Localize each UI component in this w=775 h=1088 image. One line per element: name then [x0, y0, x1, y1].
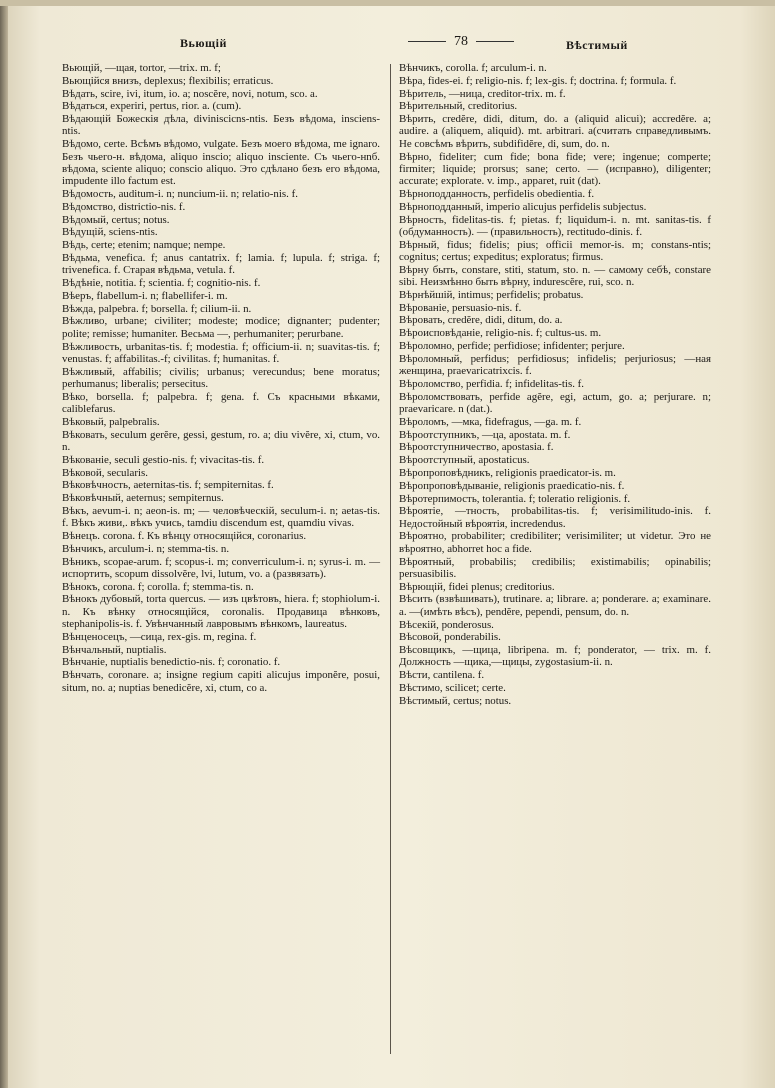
dictionary-entry: Вѣко, borsella. f; palpebra. f; gena. f. Съ красными вѣками, caliblefarus.	[62, 390, 380, 416]
dictionary-entry: Вѣжливость, urbanitas-tis. f; modestia. f; officium-ii. n; suavitas-tis. f; venustas. f; affabilitas.-f; civilitas. f; humanitas. f.	[62, 340, 380, 365]
dictionary-entry: Вѣдѣніе, notitia. f; scientia. f; cognitio-nis. f.	[62, 277, 261, 290]
dictionary-entry: Вѣковѣчность, aeternitas-tis. f; sempiternitas. f.	[62, 479, 274, 492]
dictionary-entry: Вѣрный, fidus; fidelis; pius; officii memor-is. m; constans-ntis; cognitus; certus; expeditus; exploratus; firmus.	[399, 238, 711, 263]
dictionary-entry: Вѣрно, fideliter; cum fide; bona fide; vere; ingenue; comperte; firmiter; liquide; prorsus; sane; certo. — (исправно), diligenter; accurate; explorate. v. imp., apparet, ruit (dat).	[399, 150, 711, 188]
dictionary-entry: Вѣковать, seculum gerĕre, gessi, gestum, ro. a; diu vivĕre, xi, ctum, vo. n.	[62, 428, 380, 453]
left-column	[62, 62, 380, 694]
dictionary-entry: Вѣкъ, aevum-i. n; aeon-is. m; — человѣческій, seculum-i. n; aetas-tis. f. Вѣкъ живи,. вѣкъ учись, tamdiu discendum est, quamdiu vivas.	[62, 504, 380, 530]
dictionary-entry: Вѣкованіе, seculi gestio-nis. f; vivacitas-tis. f.	[62, 453, 265, 466]
dictionary-entry: Вѣроятно, probabiliter; credibiliter; verisimiliter; ut videtur. Это не вѣроятно, abhorret hoc a fide.	[399, 530, 711, 555]
dictionary-entry: Вѣковѣчный, aeternus; sempiternus.	[62, 492, 224, 505]
dictionary-entry: Вѣдомость, auditum-i. n; nuncium-ii. n; relatio-nis. f.	[62, 187, 298, 200]
dictionary-entry: Вѣжливый, affabilis; civilis; urbanus; verecundus; bene moratus; perhumanus; liberalis; persecitus.	[62, 365, 380, 390]
dictionary-entry: Вѣдомый, certus; notus.	[62, 213, 170, 226]
dictionary-entry: Вѣроотступный, apostaticus.	[399, 454, 530, 467]
dictionary-entry: Вѣжливо, urbane; civiliter; modeste; modice; dignanter; pudenter; polite; remisse; humaniter. Весьма —, perhumaniter; perurbane.	[62, 315, 380, 340]
dictionary-entry: Вѣрность, fidelitas-tis. f; pietas. f; liquidum-i. n. mt. sanitas-tis. f (обдуманность). — (правильность), rectitudo-dinis. f.	[399, 213, 711, 238]
dictionary-entry: Вѣжда, palpebra. f; borsella. f; cilium-ii. n.	[62, 302, 252, 315]
dictionary-entry: Вѣроломъ, —мка, fidefragus, —ga. m. f.	[399, 415, 582, 428]
page-number: 78	[400, 34, 522, 50]
dictionary-entry: Вѣроисповѣданіе, religio-nis. f; cultus-us. m.	[399, 327, 602, 340]
dictionary-entry: Вѣрованіе, persuasio-nis. f.	[399, 301, 522, 314]
dictionary-entry: Вѣсовой, ponderabilis.	[399, 631, 501, 644]
dictionary-entry: Вѣрну быть, constare, stiti, statum, sto. n. — самому себѣ, constare sibi. Неизмѣнно быть вѣрну, indurescĕre, rui, sco. n.	[399, 263, 711, 289]
dictionary-entry: Вѣнокъ дубовый, torta quercus. — изъ цвѣтовъ, hiera. f; stophiolum-i. n. Къ вѣнку относящійся, coronalis. Продавица вѣнковъ, stephanipolis-is. f. Увѣнчанный лавровымъ вѣнкомъ, laureatus.	[62, 593, 380, 631]
dictionary-entry: Вѣроотступникъ, —ца, apostata. m. f.	[399, 428, 571, 441]
left-guide-word: Вьющій	[180, 36, 227, 50]
dictionary-entry: Вѣрноподданность, perfidelis obedientia. f.	[399, 187, 595, 200]
dictionary-entry: Вѣроятный, probabilis; credibilis; existimabilis; opinabilis; persuasibilis.	[399, 555, 711, 580]
dictionary-entry: Вьющій, —щая, tortor, —trix. m. f;	[62, 62, 221, 74]
dictionary-entry: Вѣра, fides-ei. f; religio-nis. f; lex-gis. f; doctrina. f; formula. f.	[399, 74, 677, 87]
dictionary-entry: Вѣнчальный, nuptialis.	[62, 643, 167, 656]
dictionary-entry: Вѣсекій, ponderosus.	[399, 618, 494, 631]
dictionary-entry: Вѣковой, secularis.	[62, 466, 148, 479]
dictionary-entry: Вѣнчикъ, corolla. f; arculum-i. n.	[399, 62, 547, 74]
dictionary-entry: Вѣроотступничество, apostasia. f.	[399, 441, 554, 454]
dictionary-entry: Вѣроломство, perfidia. f; infidelitas-tis. f.	[399, 377, 584, 390]
dictionary-entry: Вѣникъ, scopae-arum. f; scopus-i. m; converriculum-i. n; syrus-i. m. —испортить, scopum dissolvĕre, lvi, lutum, vo. a (развязать).	[62, 555, 380, 580]
dictionary-entry: Вѣстимо, scilicet; certe.	[399, 682, 506, 695]
column-divider	[390, 64, 391, 1054]
dictionary-entry: Вѣроятіе, —тность, probabilitas-tis. f; verisimilitudo-inis. f. Недостойный вѣроятія, incredendus.	[399, 505, 711, 530]
dictionary-entry: Вѣнценосецъ, —сица, rex-gis. m, regina. f.	[62, 630, 257, 643]
dictionary-entry: Вѣроломно, perfide; perfidiose; infidenter; perjure.	[399, 340, 625, 353]
dictionary-entry: Вѣнчикъ, arculum-i. n; stemma-tis. n.	[62, 542, 230, 555]
dictionary-entry: Вѣровать, credĕre, didi, ditum, do. a.	[399, 314, 563, 327]
dictionary-entry: Вѣрительный, creditorius.	[399, 100, 518, 113]
dictionary-entry: Вѣдьма, venefica. f; anus cantatrix. f; lamia. f; lupula. f; striga. f; trivenefica. f. Старая вѣдьма, vetula. f.	[62, 251, 380, 277]
dictionary-entry: Вѣнчать, coronare. a; insigne regium capiti alicujus imponĕre, posui, situm, no. a; nuptias benedicĕre, xi, ctum, co a.	[62, 669, 380, 694]
dictionary-entry: Вѣропроповѣдникъ, religionis praedicator-is. m.	[399, 467, 616, 479]
dictionary-entry: Вѣдомо, certe. Всѣмъ вѣдомо, vulgate. Безъ моего вѣдома, me ignaro. Безъ чьего-н. вѣдома, aliquo inscio; aliquo insciente. Съ чьего-нnб. вѣдома, sciente aliquo; conscio aliquo. Это сдѣлано безъ его вѣдома, impudente illo factum est.	[62, 138, 380, 188]
dictionary-entry: Вьющійся внизъ, deplexus; flexibilis; erraticus.	[62, 74, 274, 87]
dictionary-entry: Вѣнчаніе, nuptialis benedictio-nis. f; coronatio. f.	[62, 656, 281, 669]
dictionary-entry: Вѣнецъ. corona. f. Къ вѣнцу относящійся, coronarius.	[62, 529, 307, 542]
right-column	[399, 62, 711, 707]
dictionary-entry: Вѣсти, cantilena. f.	[399, 669, 485, 682]
dictionary-entry: Вѣрющій, fidei plenus; creditorius.	[399, 580, 555, 593]
dictionary-entry: Вѣритель, —ница, creditor-trix. m. f.	[399, 87, 566, 100]
dictionary-entry: Вѣдущій, sciens-ntis.	[62, 226, 158, 239]
dictionary-entry: Вѣеръ, flabellum-i. n; flabellifer-i. m.	[62, 289, 228, 302]
dictionary-entry: Вѣнокъ, corona. f; corolla. f; stemma-tis. n.	[62, 580, 254, 593]
book-spine-shadow	[0, 0, 8, 1088]
dictionary-entry: Вѣдаться, experiri, pertus, rior. a. (cum).	[62, 100, 242, 113]
dictionary-entry: Вѣсовщикъ, —щица, libripena. m. f; ponderator, — trix. m. f. Должность —щика,—щицы, zygostasium-ii. n.	[399, 644, 711, 669]
right-guide-word: Вѣстимый	[566, 38, 628, 52]
dictionary-entry: Вѣковый, palpebralis.	[62, 415, 160, 428]
dictionary-entry: Вѣдь, certe; etenim; namque; nempe.	[62, 239, 226, 252]
dictionary-entry: Вѣроломный, perfidus; perfidiosus; infidelis; perjuriosus; —ная женщина, praevaricatrixcis. f.	[399, 352, 711, 378]
dictionary-entry: Вѣдомство, districtio-nis. f.	[62, 200, 186, 213]
dictionary-entry: Вѣдать, scire, ivi, itum, io. a; noscĕre, novi, notum, sco. a.	[62, 87, 318, 100]
dictionary-entry: Вѣстимый, certus; notus.	[399, 694, 512, 707]
dictionary-entry: Вѣроломствовать, perfide agĕre, egi, actum, go. a; perjurare. n; praevaricare. n (dat.).	[399, 390, 711, 416]
dictionary-entry: Вѣрить, credĕre, didi, ditum, do. a (aliquid alicui); accredĕre. a; audire. a (aliquem, aliquid). mt. arbitrari. a(считать справедливымъ. Не совсѣмъ вѣрить, subdifidĕre, di, sum, do. n.	[399, 113, 711, 150]
dictionary-entry: Вѣрнѣйшій, intimus; perfidelis; probatus.	[399, 288, 584, 301]
dictionary-entry: Вѣсить (взвѣшивать), trutinare. a; librare. a; ponderare. a; examinare. a. —(имѣть вѣсъ), pendĕre, pependi, pensum, do. n.	[399, 593, 711, 618]
page-top-edge	[0, 0, 775, 6]
running-header	[60, 34, 720, 56]
dictionary-entry: Вѣропроповѣдываніе, religionis praedicatio-nis. f.	[399, 479, 625, 492]
dictionary-entry: Вѣдающій Божескія дѣла, diviniscicns-ntis. Безъ вѣдома, insciens-ntis.	[62, 113, 380, 138]
dictionary-entry: Вѣрноподданный, imperio alicujus perfidelis subjectus.	[399, 200, 647, 213]
dictionary-entry: Вѣротерпимость, tolerantia. f; toleratio religionis. f.	[399, 492, 631, 505]
